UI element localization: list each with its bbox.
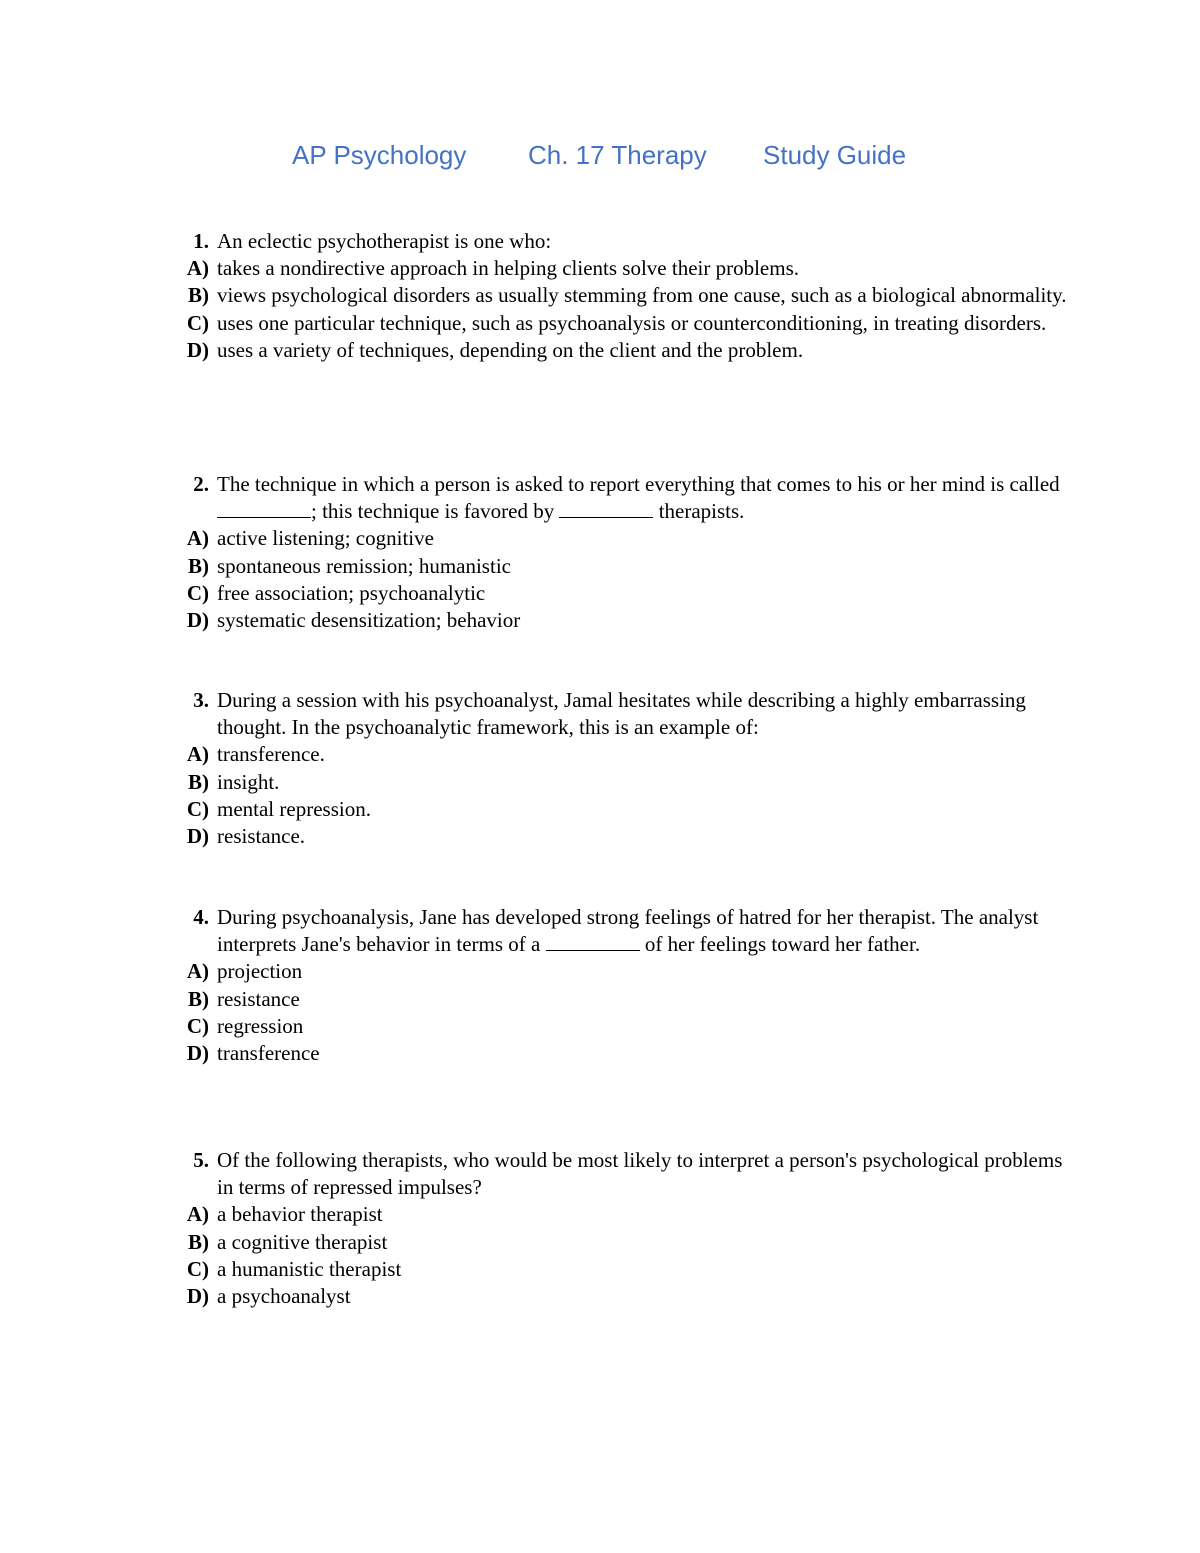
- answer-option-d: [175, 1040, 1075, 1067]
- option-text: insight.: [217, 769, 280, 794]
- answer-option-a: [175, 525, 1075, 552]
- question-text: During a session with his psychoanalyst, Jamal hesitates while describing a highly embarrassing thought. In the psychoanalytic framework, this is an example of:: [217, 688, 1026, 740]
- answer-option-c: [175, 1256, 1075, 1283]
- question-text: Of the following therapists, who would be most likely to interpret a person's psychological problems in terms of repressed impulses?: [217, 1148, 1063, 1200]
- option-letter: D): [186, 824, 209, 849]
- question-number: 1.: [193, 229, 209, 253]
- question-text-part2: ; this technique is favored by: [311, 499, 555, 524]
- option-text: projection: [217, 959, 303, 984]
- option-letter: C): [186, 1256, 209, 1281]
- option-text: resistance: [217, 986, 300, 1011]
- answer-option-b: [175, 1229, 1075, 1256]
- option-text: uses one particular technique, such as psychoanalysis or counterconditioning, in treating disorders.: [217, 310, 1047, 335]
- answer-option-c: [175, 580, 1075, 607]
- question-1: [175, 228, 1075, 364]
- answer-option-a: [175, 958, 1075, 985]
- question-text: An eclectic psychotherapist is one who:: [217, 229, 552, 253]
- option-text: mental repression.: [217, 796, 371, 821]
- answer-option-a: [175, 1201, 1075, 1228]
- option-letter: C): [186, 580, 209, 605]
- option-text: free association; psychoanalytic: [217, 580, 486, 605]
- option-text: regression: [217, 1013, 304, 1038]
- guide-title: Study Guide: [763, 140, 907, 170]
- option-letter: B): [188, 769, 209, 794]
- option-text: transference.: [217, 742, 325, 767]
- answer-option-c: [175, 1013, 1075, 1040]
- option-letter: A): [186, 1202, 209, 1227]
- option-text: spontaneous remission; humanistic: [217, 553, 511, 578]
- option-text: a behavior therapist: [217, 1202, 383, 1227]
- option-letter: A): [186, 742, 209, 767]
- option-letter: B): [188, 283, 209, 308]
- question-number: 4.: [193, 905, 209, 929]
- answer-option-d: [175, 607, 1075, 634]
- question-2: [175, 471, 1075, 634]
- answer-option-c: [175, 310, 1075, 337]
- option-text: a cognitive therapist: [217, 1229, 388, 1254]
- question-number: 3.: [193, 688, 209, 712]
- answer-option-b: [175, 553, 1075, 580]
- option-text: transference: [217, 1041, 320, 1066]
- answer-option-b: [175, 769, 1075, 796]
- answer-option-d: [175, 823, 1075, 850]
- fill-in-blank: [559, 499, 653, 518]
- question-number: 5.: [193, 1148, 209, 1172]
- option-letter: B): [188, 986, 209, 1011]
- question-text-part1: The technique in which a person is asked to report everything that comes to his or her mind is called: [217, 472, 1060, 496]
- answer-option-d: [175, 1283, 1075, 1310]
- option-letter: B): [188, 1229, 209, 1254]
- option-letter: A): [186, 256, 209, 281]
- question-stem: [175, 904, 1075, 958]
- question-text-part1: During psychoanalysis, Jane has developed strong feelings of hatred for her therapist. The analyst interprets Jane's behavior in terms of a: [217, 905, 1039, 957]
- question-5: [175, 1147, 1075, 1310]
- answer-option-a: [175, 255, 1075, 282]
- option-letter: D): [186, 608, 209, 633]
- question-3: [175, 687, 1075, 850]
- option-letter: D): [186, 1041, 209, 1066]
- option-text: active listening; cognitive: [217, 526, 434, 551]
- option-letter: A): [186, 959, 209, 984]
- question-stem: [175, 228, 1075, 255]
- question-stem: [175, 1147, 1075, 1201]
- fill-in-blank: [546, 932, 640, 951]
- option-text: takes a nondirective approach in helping clients solve their problems.: [217, 256, 799, 281]
- question-text-part2: of her feelings toward her father.: [644, 932, 921, 957]
- answer-option-d: [175, 337, 1075, 364]
- option-letter: B): [188, 553, 209, 578]
- option-letter: D): [186, 337, 209, 362]
- option-letter: C): [186, 1013, 209, 1038]
- question-text-part3: therapists.: [658, 499, 745, 524]
- chapter-title: Ch. 17 Therapy: [528, 140, 707, 170]
- option-text: a humanistic therapist: [217, 1256, 402, 1281]
- option-text: a psychoanalyst: [217, 1284, 351, 1309]
- question-stem: [175, 687, 1075, 741]
- option-text: resistance.: [217, 824, 306, 849]
- option-text: views psychological disorders as usually stemming from one cause, such as a biological abnormality.: [217, 283, 1067, 308]
- option-letter: D): [186, 1284, 209, 1309]
- question-stem: [175, 471, 1075, 525]
- option-letter: C): [186, 310, 209, 335]
- answer-option-b: [175, 282, 1075, 309]
- question-4: [175, 904, 1075, 1067]
- option-letter: C): [186, 796, 209, 821]
- answer-option-b: [175, 986, 1075, 1013]
- fill-in-blank: [217, 499, 311, 518]
- option-text: uses a variety of techniques, depending on the client and the problem.: [217, 337, 804, 362]
- answer-option-a: [175, 741, 1075, 768]
- option-letter: A): [186, 526, 209, 551]
- option-text: systematic desensitization; behavior: [217, 608, 521, 633]
- course-title: AP Psychology: [292, 140, 467, 170]
- answer-option-c: [175, 796, 1075, 823]
- question-number: 2.: [193, 472, 209, 496]
